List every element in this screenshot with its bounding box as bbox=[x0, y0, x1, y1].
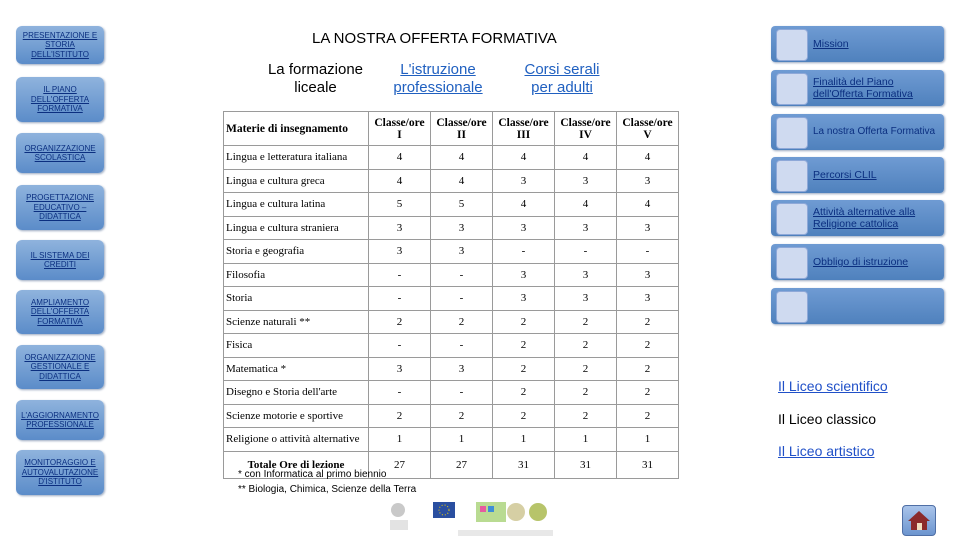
hours-cell: 3 bbox=[555, 263, 617, 287]
hours-cell: - bbox=[493, 240, 555, 264]
button-square-icon bbox=[776, 291, 808, 323]
right-nav-label: Obbligo di istruzione bbox=[813, 256, 909, 268]
hours-cell: 2 bbox=[493, 310, 555, 334]
hours-cell: 5 bbox=[369, 193, 431, 217]
hours-cell: 5 bbox=[431, 193, 493, 217]
right-nav-attivita-alternative[interactable] bbox=[771, 200, 944, 236]
hours-cell: 3 bbox=[493, 169, 555, 193]
right-nav-empty[interactable] bbox=[771, 288, 944, 324]
header-cell: Classe/ore II bbox=[431, 112, 493, 146]
hours-cell: - bbox=[555, 240, 617, 264]
nav-organizzazione-gestionale[interactable]: ORGANIZZAZIONE GESTIONALE E DIDATTICA bbox=[16, 345, 104, 389]
right-nav-mission[interactable] bbox=[771, 26, 944, 62]
right-nav-nostra-offerta[interactable] bbox=[771, 114, 944, 150]
hours-cell: 4 bbox=[369, 169, 431, 193]
nav-organizzazione-scolastica[interactable]: ORGANIZZAZIONE SCOLASTICA bbox=[16, 133, 104, 173]
right-nav-label: La nostra Offerta Formativa bbox=[813, 126, 936, 137]
hours-cell: 2 bbox=[555, 334, 617, 358]
hours-cell: 4 bbox=[493, 193, 555, 217]
hours-cell: 3 bbox=[431, 216, 493, 240]
hours-cell: 3 bbox=[431, 240, 493, 264]
hours-cell: 2 bbox=[617, 404, 679, 428]
button-square-icon bbox=[776, 29, 808, 61]
hours-cell: 4 bbox=[369, 146, 431, 170]
button-square-icon bbox=[776, 73, 808, 105]
subject-cell: Scienze motorie e sportive bbox=[224, 404, 369, 428]
hours-cell: 2 bbox=[369, 310, 431, 334]
header-cell: Materie di insegnamento bbox=[224, 112, 369, 146]
hours-cell: 3 bbox=[431, 357, 493, 381]
hours-cell: 3 bbox=[369, 357, 431, 381]
total-hours-cell: 31 bbox=[555, 451, 617, 478]
hours-cell: 4 bbox=[431, 146, 493, 170]
header-cell: Classe/ore III bbox=[493, 112, 555, 146]
hours-cell: 2 bbox=[617, 310, 679, 334]
subject-cell: Storia e geografia bbox=[224, 240, 369, 264]
total-hours-cell: 31 bbox=[493, 451, 555, 478]
corsi-serali-link[interactable]: Corsi serali per adulti bbox=[524, 61, 600, 96]
hours-cell: 2 bbox=[493, 334, 555, 358]
total-hours-cell: 27 bbox=[431, 451, 493, 478]
hours-cell: 3 bbox=[369, 240, 431, 264]
header-cell: Classe/ore IV bbox=[555, 112, 617, 146]
hours-cell: 4 bbox=[617, 193, 679, 217]
hours-cell: 1 bbox=[617, 428, 679, 452]
hours-cell: 2 bbox=[617, 357, 679, 381]
hours-cell: 2 bbox=[369, 404, 431, 428]
hours-cell: - bbox=[369, 287, 431, 311]
button-square-icon bbox=[776, 117, 808, 149]
seal-icon bbox=[507, 503, 547, 521]
hours-cell: 4 bbox=[493, 146, 555, 170]
table-row bbox=[224, 146, 679, 170]
table-row bbox=[224, 357, 679, 381]
right-nav-label: Attività alternative alla Religione cattolica bbox=[813, 206, 916, 230]
hours-cell: 2 bbox=[493, 381, 555, 405]
liceo-classico-label: Il Liceo classico bbox=[778, 411, 877, 427]
subject-cell: Matematica * bbox=[224, 357, 369, 381]
hours-cell: 3 bbox=[555, 287, 617, 311]
hours-cell: 2 bbox=[493, 357, 555, 381]
right-nav-label: Percorsi CLIL bbox=[813, 169, 877, 181]
hours-cell: 1 bbox=[555, 428, 617, 452]
hours-cell: 2 bbox=[493, 404, 555, 428]
right-nav-label bbox=[813, 288, 940, 324]
hours-cell: 3 bbox=[493, 287, 555, 311]
note-scienze: ** Biologia, Chimica, Scienze della Terra bbox=[238, 484, 417, 495]
istruzione-professionale-link[interactable]: L'istruzione professionale bbox=[393, 61, 483, 96]
nav-aggiornamento-professionale[interactable]: L'AGGIORNAMENTO PROFESSIONALE bbox=[16, 400, 104, 440]
hours-cell: 2 bbox=[555, 310, 617, 334]
hours-cell: 3 bbox=[555, 216, 617, 240]
hours-cell: 4 bbox=[555, 193, 617, 217]
hours-cell: 3 bbox=[617, 169, 679, 193]
table-row bbox=[224, 193, 679, 217]
table-row bbox=[224, 263, 679, 287]
nav-presentazione-storia[interactable]: PRESENTAZIONE E STORIA DELL'ISTITUTO bbox=[16, 26, 104, 64]
subject-cell: Lingua e cultura latina bbox=[224, 193, 369, 217]
subject-cell: Disegno e Storia dell'arte bbox=[224, 381, 369, 405]
table-row bbox=[224, 404, 679, 428]
button-square-icon bbox=[776, 203, 808, 235]
hours-cell: - bbox=[431, 287, 493, 311]
hours-cell: 4 bbox=[431, 169, 493, 193]
hours-cell: 3 bbox=[555, 169, 617, 193]
nav-monitoraggio-autovalutazione[interactable]: MONITORAGGIO E AUTOVALUTAZIONE D'ISTITUTO bbox=[16, 450, 104, 495]
nav-ampliamento-offerta[interactable]: AMPLIAMENTO DELL'OFFERTA FORMATIVA bbox=[16, 290, 104, 334]
button-square-icon bbox=[776, 160, 808, 192]
hours-cell: 3 bbox=[617, 287, 679, 311]
hours-cell: 2 bbox=[555, 404, 617, 428]
subject-cell: Filosofia bbox=[224, 263, 369, 287]
subject-cell: Lingua e cultura straniera bbox=[224, 216, 369, 240]
nav-piano-offerta-formativa[interactable]: IL PIANO DELL'OFFERTA FORMATIVA bbox=[16, 77, 104, 122]
total-label-cell: Totale Ore di lezione bbox=[224, 451, 369, 478]
table-row bbox=[224, 240, 679, 264]
hours-cell: 3 bbox=[493, 263, 555, 287]
formazione-liceale-heading: La formazione liceale bbox=[267, 61, 364, 96]
table-header-row bbox=[224, 112, 679, 146]
hours-cell: 4 bbox=[555, 146, 617, 170]
subject-cell: Scienze naturali ** bbox=[224, 310, 369, 334]
subject-cell: Fisica bbox=[224, 334, 369, 358]
right-nav-label: Mission bbox=[813, 38, 849, 50]
logo-caption-bar bbox=[458, 530, 553, 536]
hours-cell: 2 bbox=[431, 310, 493, 334]
table-notes bbox=[238, 467, 416, 497]
total-hours-cell: 27 bbox=[369, 451, 431, 478]
subject-cell: Lingua e cultura greca bbox=[224, 169, 369, 193]
home-icon bbox=[903, 506, 935, 535]
home-button[interactable] bbox=[902, 505, 936, 536]
hours-cell: 3 bbox=[617, 216, 679, 240]
page-title: LA NOSTRA OFFERTA FORMATIVA bbox=[312, 30, 557, 47]
header-cell: Classe/ore V bbox=[617, 112, 679, 146]
hours-cell: 2 bbox=[431, 404, 493, 428]
hours-table bbox=[223, 111, 679, 479]
hours-cell: - bbox=[369, 263, 431, 287]
subject-cell: Storia bbox=[224, 287, 369, 311]
hours-cell: - bbox=[431, 381, 493, 405]
right-nav-label: Finalità del Piano dell'Offerta Formativa bbox=[813, 76, 913, 100]
hours-cell: - bbox=[617, 240, 679, 264]
button-square-icon bbox=[776, 247, 808, 279]
hours-cell: 3 bbox=[369, 216, 431, 240]
subject-cell: Lingua e letteratura italiana bbox=[224, 146, 369, 170]
hours-cell: 3 bbox=[617, 263, 679, 287]
header-cell: Classe/ore I bbox=[369, 112, 431, 146]
hours-cell: 1 bbox=[431, 428, 493, 452]
table-row bbox=[224, 310, 679, 334]
table-row bbox=[224, 428, 679, 452]
liceo-artistico-link[interactable]: Il Liceo artistico bbox=[778, 443, 875, 459]
hours-cell: 1 bbox=[369, 428, 431, 452]
hours-cell: 2 bbox=[617, 334, 679, 358]
total-hours-cell: 31 bbox=[617, 451, 679, 478]
nav-sistema-crediti[interactable]: IL SISTEMA DEI CREDITI bbox=[16, 240, 104, 280]
liceo-scientifico-link[interactable]: Il Liceo scientifico bbox=[778, 378, 888, 394]
table-row bbox=[224, 381, 679, 405]
note-informatica: * con Informatica al primo biennio bbox=[238, 469, 387, 480]
republic-emblem-icon bbox=[390, 503, 408, 530]
hours-cell: 3 bbox=[493, 216, 555, 240]
hours-cell: - bbox=[369, 381, 431, 405]
hours-cell: 2 bbox=[617, 381, 679, 405]
hours-cell: 4 bbox=[617, 146, 679, 170]
hours-cell: - bbox=[431, 263, 493, 287]
right-nav-finalita[interactable] bbox=[771, 70, 944, 106]
hours-cell: - bbox=[431, 334, 493, 358]
right-nav-obbligo-istruzione[interactable] bbox=[771, 244, 944, 280]
table-row bbox=[224, 169, 679, 193]
table-row bbox=[224, 216, 679, 240]
hours-cell: 1 bbox=[493, 428, 555, 452]
eu-flag-icon bbox=[433, 502, 455, 518]
right-nav-percorsi-clil[interactable] bbox=[771, 157, 944, 193]
table-row bbox=[224, 334, 679, 358]
hours-cell: 2 bbox=[555, 381, 617, 405]
sponsor-logos bbox=[388, 500, 556, 538]
school-logo-icon bbox=[476, 502, 506, 522]
nav-progettazione-educativo-didattica[interactable]: PROGETTAZIONE EDUCATIVO – DIDATTICA bbox=[16, 185, 104, 230]
table-row bbox=[224, 287, 679, 311]
hours-cell: 2 bbox=[555, 357, 617, 381]
hours-cell: - bbox=[369, 334, 431, 358]
subject-cell: Religione o attività alternative bbox=[224, 428, 369, 452]
